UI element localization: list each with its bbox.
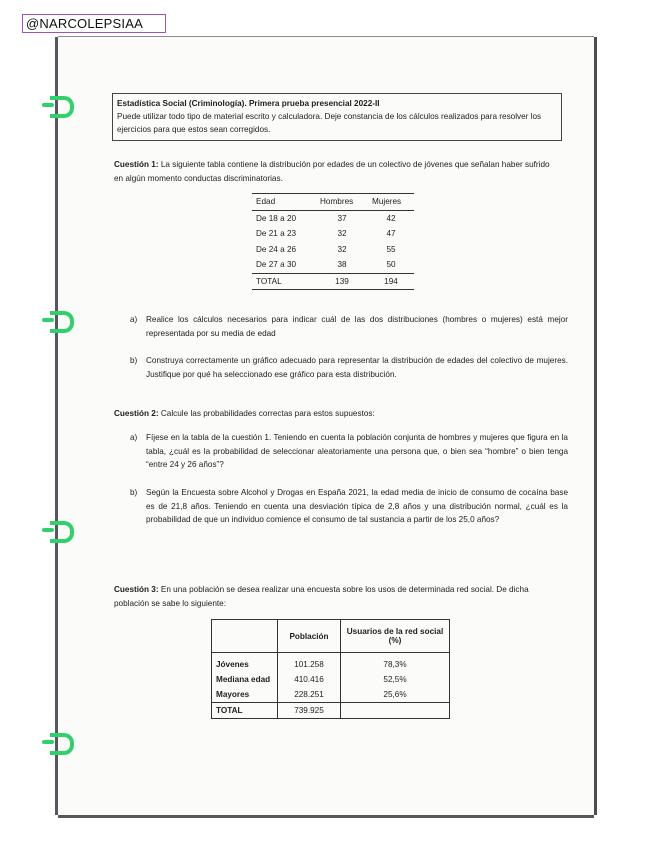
exam-title: Estadística Social (Criminología). Primera prueba presencial 2022-II: [117, 99, 380, 108]
table-cell: 38: [337, 260, 347, 270]
question-1a: [130, 313, 568, 340]
table-cell: Mayores: [212, 687, 278, 703]
question-2-label: Cuestión 2:: [114, 409, 159, 418]
question-2: [114, 407, 552, 421]
table-total-row: [212, 703, 450, 719]
table-row: [252, 210, 414, 226]
table-row: [212, 687, 450, 703]
table-row: [212, 672, 450, 687]
column-header: Mujeres: [368, 194, 414, 211]
table-row: [252, 242, 414, 258]
table-row: [252, 257, 414, 273]
table-cell: 25,6%: [341, 687, 450, 703]
table-cell: De 24 a 26: [256, 244, 297, 254]
question-1b: [130, 354, 568, 381]
item-label: a): [130, 315, 138, 324]
table-cell: 47: [386, 229, 396, 239]
item-text: Construya correctamente un gráfico adecuado para representar la distribución de edades del colectivo de mujeres. Justifique por qué ha seleccionado ese gráfico para esta distribución.: [146, 356, 568, 379]
table-cell: 52,5%: [341, 672, 450, 687]
table-cell: De 18 a 20: [256, 213, 297, 223]
column-header: Edad: [252, 194, 316, 211]
table-cell: 32: [337, 244, 347, 254]
item-label: b): [130, 488, 138, 497]
question-3-label: Cuestión 3:: [114, 585, 159, 594]
social-network-table: [211, 619, 450, 719]
column-header: [212, 620, 278, 653]
column-header: Usuarios de la red social (%): [341, 620, 450, 653]
table-cell: Jóvenes: [212, 653, 278, 673]
table-row: [252, 226, 414, 242]
binder-ring-icon: [50, 96, 74, 118]
table-cell: 739.925: [278, 703, 341, 719]
table-cell: [341, 703, 450, 719]
table-cell: 78,3%: [341, 653, 450, 673]
binder-ring-icon: [50, 521, 74, 543]
exam-header: [112, 93, 562, 141]
table-cell: 32: [337, 229, 347, 239]
table-header-row: [212, 620, 450, 653]
table-cell: 55: [386, 244, 396, 254]
question-1-text: La siguiente tabla contiene la distribución por edades de un colectivo de jóvenes que señalan haber sufrido en algún momento conductas discriminatorias.: [114, 160, 550, 183]
table-cell: 139: [316, 273, 368, 290]
table-header-row: [252, 194, 414, 211]
table-cell: De 21 a 23: [256, 229, 297, 239]
item-text: Fíjese en la tabla de la cuestión 1. Teniendo en cuenta la población conjunta de hombres y mujeres que figura en la tabla, ¿cuál es la probabilidad de seleccionar aleatoriamente una persona que, o bien sea “hombre” o bien tenga “entre 24 y 26 años”?: [146, 433, 568, 469]
question-2a: [130, 431, 568, 472]
table-cell: TOTAL: [212, 703, 278, 719]
question-1-label: Cuestión 1:: [114, 160, 159, 169]
table-cell: Mediana edad: [212, 672, 278, 687]
table-cell: TOTAL: [252, 273, 316, 290]
binder-ring-icon: [50, 733, 74, 755]
item-text: Según la Encuesta sobre Alcohol y Drogas en España 2021, la edad media de inicio de consumo de cocaína base es de 21,8 años. Teniendo en cuenta una desviación típica de 2,8 años y una distribución normal, ¿cuál es la probabilidad de que un individuo comience el consumo de tal sustancia a partir de los 25,0 años?: [146, 488, 568, 524]
table-row: [212, 653, 450, 673]
question-2b: [130, 486, 568, 527]
question-2-text: Calcule las probabilidades correctas para estos supuestos:: [158, 409, 375, 418]
column-header: Población: [278, 620, 341, 653]
table-cell: 410.416: [278, 672, 341, 687]
table-cell: 101.258: [278, 653, 341, 673]
question-3: [114, 583, 552, 610]
question-3-text: En una población se desea realizar una encuesta sobre los usos de determinada red social. De dicha población se sabe lo siguiente:: [114, 585, 529, 608]
item-label: b): [130, 356, 138, 365]
table-cell: 42: [386, 213, 396, 223]
item-text: Realice los cálculos necesarios para indicar cuál de las dos distribuciones (hombres o mujeres) está mejor representada por su media de edad: [146, 315, 568, 338]
column-header: Hombres: [316, 194, 368, 211]
table-cell: De 27 a 30: [256, 260, 297, 270]
table-total-row: [252, 273, 414, 290]
question-1: [114, 158, 552, 185]
table-cell: 50: [386, 260, 396, 270]
item-label: a): [130, 433, 138, 442]
table-cell: 228.251: [278, 687, 341, 703]
exam-instructions: Puede utilizar todo tipo de material escrito y calculadora. Deje constancia de los cálculos realizados para resolver los ejercicios para que estos sean corregidos.: [117, 112, 542, 134]
watermark-handle: @NARCOLEPSIAA: [22, 14, 166, 33]
table-cell: 37: [337, 213, 347, 223]
binder-ring-icon: [50, 311, 74, 333]
table-cell: 194: [368, 273, 414, 290]
age-distribution-table: [252, 193, 414, 290]
